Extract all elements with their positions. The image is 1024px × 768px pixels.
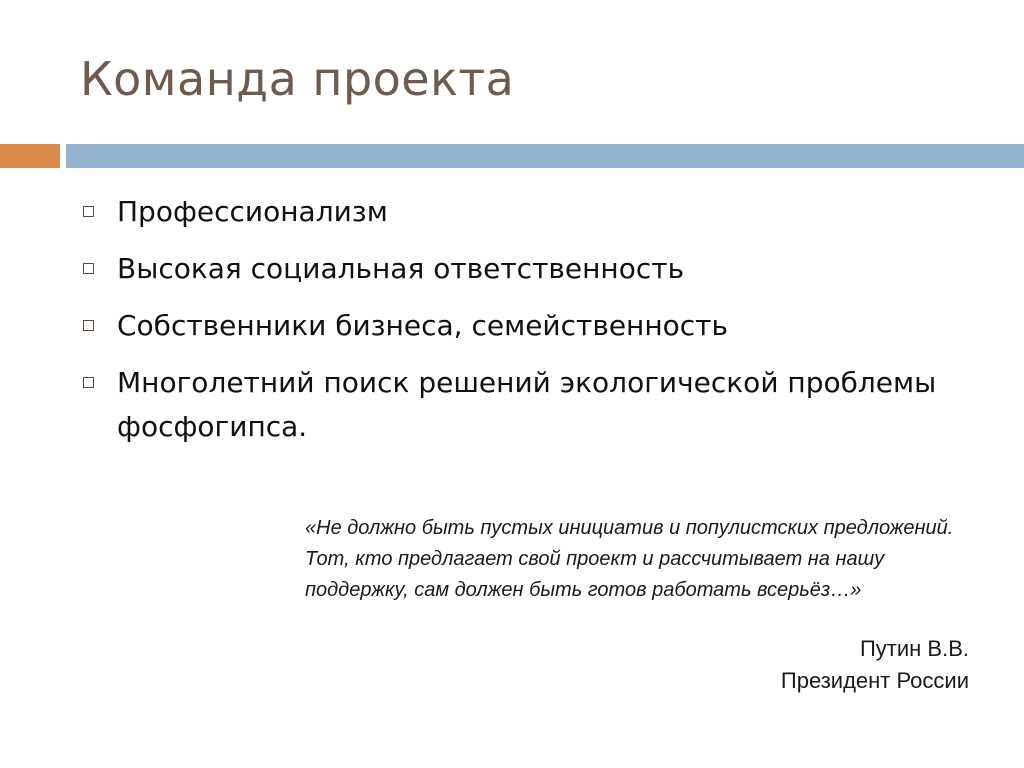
accent-bar-orange	[0, 144, 60, 168]
bullet-text: Многолетний поиск решений экологической проблемы фосфогипса.	[117, 366, 937, 443]
bullet-item	[80, 190, 960, 234]
bullet-text: Высокая социальная ответственность	[117, 252, 685, 285]
quote-author-title: Президент России	[780, 668, 969, 693]
bullet-item	[80, 361, 960, 449]
hollow-square-icon	[83, 320, 94, 331]
hollow-square-icon	[83, 206, 94, 217]
bullet-item	[80, 304, 960, 348]
quote-text: «Не должно быть пустых инициатив и популистских предложений. Тот, кто предлагает свой проект и рассчитывает на нашу поддержку, сам должен быть готов работать всерьёз…»	[305, 517, 954, 601]
slide-title: Команда проекта	[80, 52, 515, 106]
hollow-square-icon	[83, 263, 94, 274]
bullet-text: Собственники бизнеса, семейственность	[117, 309, 728, 342]
bullet-list	[80, 190, 960, 462]
bullet-text: Профессионализм	[117, 195, 388, 228]
accent-bar-blue	[66, 144, 1024, 168]
hollow-square-icon	[83, 377, 94, 388]
quote-author: Путин В.В.	[859, 636, 969, 661]
bullet-item	[80, 247, 960, 291]
